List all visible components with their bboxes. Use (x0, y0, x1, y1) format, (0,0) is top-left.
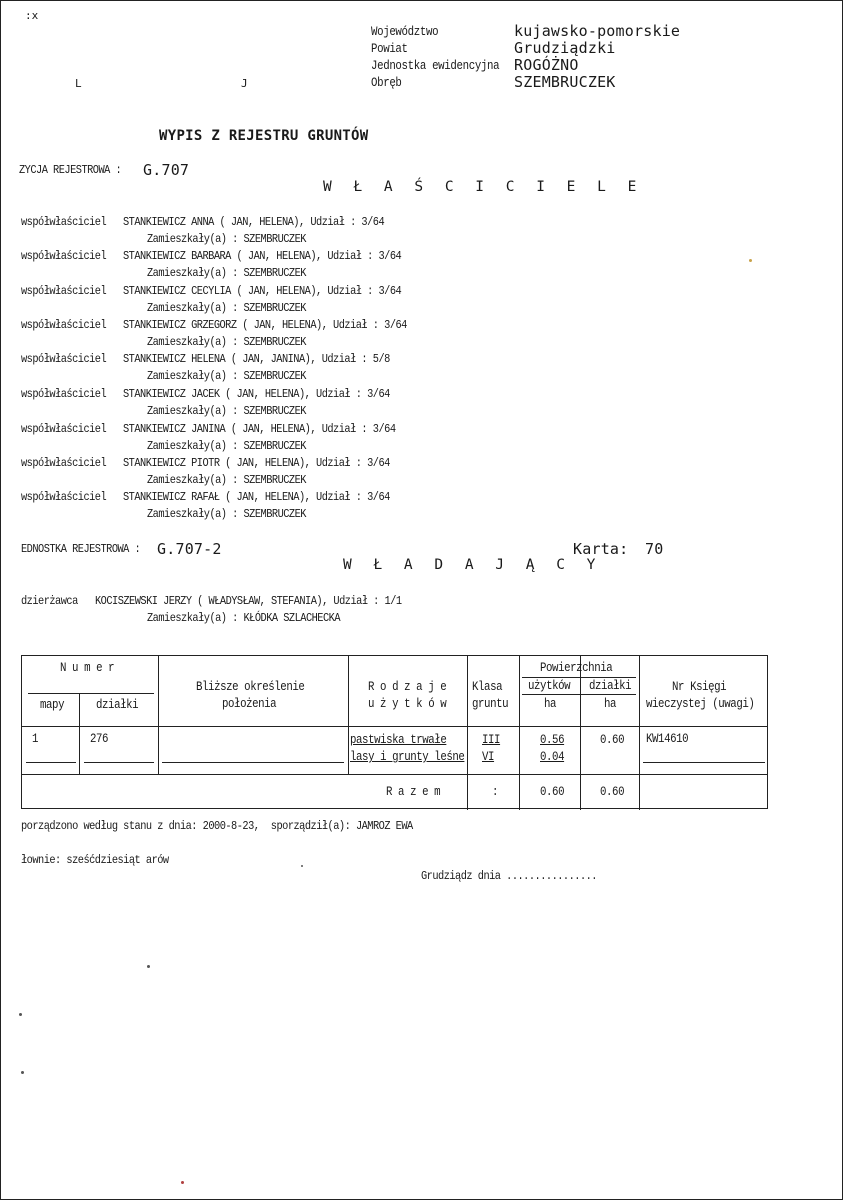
header-gruntu: gruntu (472, 697, 509, 711)
label-powiat: Powiat (371, 42, 408, 56)
value-wojewodztwo: kujawsko-pomorskie (514, 22, 681, 40)
cell-pow-1: 0.56 (540, 733, 565, 747)
owner-line: STANKIEWICZ JANINA ( JAN, HELENA), Udział : 3/64 (123, 422, 396, 436)
holder-residence: Zamieszkały(a) : KŁÓDKA SZLACHECKA (147, 611, 341, 625)
header-uzytkow: u ż y t k ó w (368, 697, 447, 711)
label-jednostka: Jednostka ewidencyjna (371, 59, 500, 73)
owner-role: współwłaściciel (21, 318, 107, 332)
header-polozenia: położenia (222, 697, 277, 711)
scan-speck (181, 1181, 184, 1184)
cell-rodzaj-1: pastwiska trwałe (350, 733, 447, 747)
razem-dzialki: 0.60 (600, 785, 625, 799)
owner-line: STANKIEWICZ CECYLIA ( JAN, HELENA), Udział : 3/64 (123, 284, 402, 298)
header-mapy: mapy (40, 698, 65, 712)
karta-label: Karta: (573, 540, 629, 558)
corner-mark: :x (25, 9, 39, 22)
owner-line: STANKIEWICZ BARBARA ( JAN, HELENA), Udział : 3/64 (123, 249, 402, 263)
cell-klasa-2: VI (482, 750, 495, 764)
owner-residence: Zamieszkały(a) : SZEMBRUCZEK (147, 301, 306, 315)
owner-line: STANKIEWICZ ANNA ( JAN, HELENA), Udział : 3/64 (123, 215, 385, 229)
land-table (21, 655, 768, 809)
header-rodzaje: R o d z a j e (368, 680, 447, 694)
position-value: G.707 (143, 161, 190, 179)
owner-role: współwłaściciel (21, 215, 107, 229)
header-ha-dzialki: ha (604, 697, 617, 711)
unit-value: G.707-2 (157, 540, 222, 558)
owner-role: współwłaściciel (21, 387, 107, 401)
header-dzialki: działki (96, 698, 139, 712)
header-ha-uzytkow: ha (544, 697, 557, 711)
bracket-mark-left: L (75, 77, 82, 90)
owner-role: współwłaściciel (21, 352, 107, 366)
owner-role: współwłaściciel (21, 249, 107, 263)
value-jednostka: ROGÓŻNO (514, 56, 579, 74)
cell-rodzaj-2: lasy i grunty leśne (350, 750, 465, 764)
header-nr-ksiegi: Nr Księgi (672, 680, 727, 694)
razem-label: R a z e m (386, 785, 441, 799)
header-blizsze: Bliższe określenie (196, 680, 305, 694)
value-obreb: SZEMBRUCZEK (514, 73, 616, 91)
header-klasa: Klasa (472, 680, 503, 694)
footer-in-words: łownie: sześćdziesiąt arów (21, 853, 169, 867)
owner-residence: Zamieszkały(a) : SZEMBRUCZEK (147, 473, 306, 487)
owner-residence: Zamieszkały(a) : SZEMBRUCZEK (147, 232, 306, 246)
owner-residence: Zamieszkały(a) : SZEMBRUCZEK (147, 369, 306, 383)
owner-residence: Zamieszkały(a) : SZEMBRUCZEK (147, 404, 306, 418)
cell-mapa: 1 (32, 732, 39, 746)
scan-speck (19, 1013, 22, 1016)
razem-uzytkow: 0.60 (540, 785, 565, 799)
owner-residence: Zamieszkały(a) : SZEMBRUCZEK (147, 439, 306, 453)
document-title: WYPIS Z REJESTRU GRUNTÓW (159, 128, 369, 144)
owner-line: STANKIEWICZ HELENA ( JAN, JANINA), Udział : 5/8 (123, 352, 390, 366)
footer-place-date: Grudziądz dnia ................ (421, 869, 597, 883)
scan-speck (301, 865, 303, 867)
position-label: ZYCJA REJESTROWA : (19, 163, 122, 177)
scan-speck (749, 259, 752, 262)
scan-speck (147, 965, 150, 968)
owner-role: współwłaściciel (21, 422, 107, 436)
owner-line: STANKIEWICZ JACEK ( JAN, HELENA), Udział : 3/64 (123, 387, 390, 401)
header-pow-uzytkow: użytków (528, 679, 571, 693)
owner-role: współwłaściciel (21, 284, 107, 298)
cell-dzialka: 276 (90, 732, 109, 746)
owner-residence: Zamieszkały(a) : SZEMBRUCZEK (147, 507, 306, 521)
owner-line: STANKIEWICZ PIOTR ( JAN, HELENA), Udział : 3/64 (123, 456, 390, 470)
header-wieczystej: wieczystej (uwagi) (646, 697, 755, 711)
owner-residence: Zamieszkały(a) : SZEMBRUCZEK (147, 266, 306, 280)
value-powiat: Grudziądzki (514, 39, 616, 57)
owner-role: współwłaściciel (21, 490, 107, 504)
header-powierzchnia: Powierzchnia (540, 661, 613, 675)
label-obreb: Obręb (371, 76, 402, 90)
holder-line: KOCISZEWSKI JERZY ( WŁADYSŁAW, STEFANIA), Udział : 1/1 (95, 594, 402, 608)
cell-klasa-1: III (482, 733, 501, 747)
owner-role: współwłaściciel (21, 456, 107, 470)
holder-role: dzierżawca (21, 594, 78, 608)
label-wojewodztwo: Województwo (371, 25, 439, 39)
owners-heading: W Ł A Ś C I C I E L E (323, 179, 643, 195)
owner-line: STANKIEWICZ GRZEGORZ ( JAN, HELENA), Udział : 3/64 (123, 318, 407, 332)
karta-value: 70 (645, 540, 664, 558)
bracket-mark-right: J (241, 77, 248, 90)
holders-heading: W Ł A D A J Ą C Y (343, 557, 602, 573)
unit-label: EDNOSTKA REJESTROWA : (21, 542, 141, 556)
footer-prepared: porządzono według stanu z dnia: 2000-8-23, sporządził(a): JAMROZ EWA (21, 819, 413, 833)
cell-kw: KW14610 (646, 732, 689, 746)
header-numer: N u m e r (60, 661, 115, 675)
cell-pow-2: 0.04 (540, 750, 565, 764)
owner-line: STANKIEWICZ RAFAŁ ( JAN, HELENA), Udział : 3/64 (123, 490, 390, 504)
scan-speck (21, 1071, 24, 1074)
owner-residence: Zamieszkały(a) : SZEMBRUCZEK (147, 335, 306, 349)
razem-colon: : (492, 785, 499, 799)
cell-pow-dzialki: 0.60 (600, 733, 625, 747)
header-pow-dzialki: działki (589, 679, 632, 693)
